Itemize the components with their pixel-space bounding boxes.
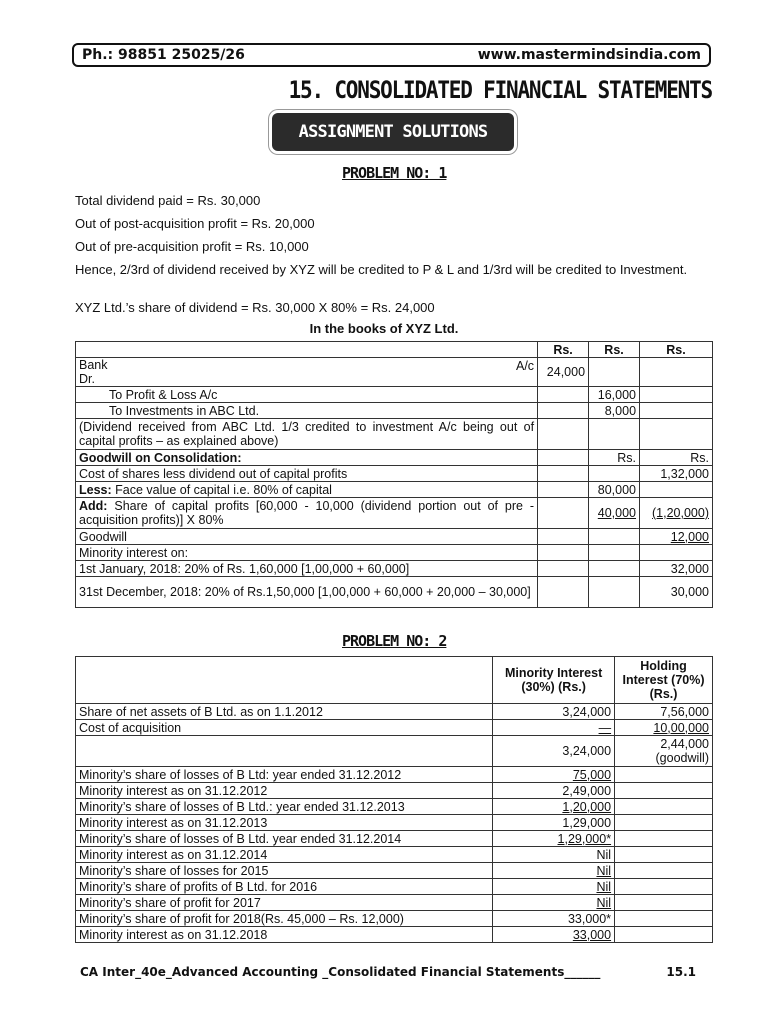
col-header: Rs.: [589, 342, 640, 358]
holding-value: [615, 847, 713, 863]
website-link[interactable]: www.mastermindsindia.com: [477, 47, 701, 63]
table-row: [76, 529, 713, 545]
row-label: Minority’s share of losses of B Ltd: year ended 31.12.2012: [76, 767, 493, 783]
jan-label: 1st January, 2018: 20% of Rs. 1,60,000 [1,00,000 + 60,000]: [76, 561, 538, 577]
problem-2-heading: PROBLEM NO: 2: [342, 632, 447, 650]
page-footer: [80, 965, 696, 979]
table-row: [76, 895, 713, 911]
col-header: Rs.: [538, 342, 589, 358]
minority-value: [493, 879, 615, 895]
add-text: Share of capital profits [60,000 - 10,000 (dividend portion out of pre - acquisition profits)] X 80%: [79, 499, 535, 527]
table-row: [76, 561, 713, 577]
holding-value: [615, 736, 713, 767]
row-label: Minority’s share of profit for 2018(Rs. 45,000 – Rs. 12,000): [76, 911, 493, 927]
row-label: Cost of acquisition: [76, 720, 493, 736]
holding-value: [615, 879, 713, 895]
table-row: [76, 545, 713, 561]
holding-value-text: 2,44,000: [660, 737, 709, 751]
minority-value: [493, 863, 615, 879]
add-amount: 40,000: [589, 498, 640, 529]
row-label: Minority interest as on 31.12.2014: [76, 847, 493, 863]
table-row: [76, 736, 713, 767]
holding-value: [615, 783, 713, 799]
table-row: [76, 911, 713, 927]
minority-value: [493, 847, 615, 863]
add-total: (1,20,000): [640, 498, 713, 529]
table-row: [76, 783, 713, 799]
row-label: Share of net assets of B Ltd. as on 1.1.2012: [76, 704, 493, 720]
minority-value-text: Nil: [596, 863, 612, 878]
table-row: [76, 498, 713, 529]
minority-value-text: 2,49,000: [562, 783, 612, 798]
minority-value: [493, 720, 615, 736]
table-row: [76, 927, 713, 943]
holding-value-text: 10,00,000: [653, 720, 709, 735]
holding-value: [615, 911, 713, 927]
p1-line-hence: Hence, 2/3rd of dividend received by XYZ will be credited to P & L and 1/3rd will be credited to Investment.: [75, 262, 688, 277]
less-text: Face value of capital i.e. 80% of capital: [111, 482, 332, 497]
less-row: [76, 482, 538, 498]
minority-value: [493, 927, 615, 943]
table-row: [76, 358, 713, 387]
minority-value-text: Nil: [596, 895, 612, 910]
minority-table-body: [76, 704, 713, 943]
row-label: Minority’s share of losses for 2015: [76, 863, 493, 879]
journal-table: [75, 341, 713, 608]
table-row: [76, 720, 713, 736]
table-row: [76, 879, 713, 895]
minority-value-text: 1,29,000*: [557, 831, 612, 846]
assignment-banner: ASSIGNMENT SOLUTIONS: [272, 113, 514, 151]
bank-ac: A/c: [515, 359, 535, 373]
p1-line-total-dividend: Total dividend paid = Rs. 30,000: [75, 193, 261, 208]
bank-entry: [76, 358, 538, 387]
minority-value: [493, 815, 615, 831]
holding-value: [615, 720, 713, 736]
col-minority: Minority Interest (30%) (Rs.): [493, 657, 615, 704]
bank-dr: Dr.: [79, 372, 95, 386]
table-row: [76, 403, 713, 419]
phone-number: Ph.: 98851 25025/26: [82, 47, 245, 63]
minority-value-text: 1,29,000: [562, 815, 612, 830]
p1-line-pre-acq: Out of pre-acquisition profit = Rs. 10,000: [75, 239, 309, 254]
to-pl-label: To Profit & Loss A/c: [76, 387, 538, 403]
holding-value: [615, 895, 713, 911]
add-row: [76, 498, 538, 529]
table-row: [76, 767, 713, 783]
minority-value-text: —: [598, 720, 612, 735]
minority-value-text: Nil: [596, 879, 612, 894]
table-header-row: [76, 342, 713, 358]
row-label: Minority interest as on 31.12.2012: [76, 783, 493, 799]
minority-value-text: 3,24,000: [562, 704, 612, 719]
row-label: Minority’s share of losses of B Ltd. year ended 31.12.2014: [76, 831, 493, 847]
to-inv-label: To Investments in ABC Ltd.: [76, 403, 538, 419]
dec-amount: 30,000: [640, 577, 713, 608]
table-row: [76, 387, 713, 403]
minority-value: [493, 783, 615, 799]
holding-value: [615, 831, 713, 847]
minority-value: [493, 895, 615, 911]
problem-1-heading: PROBLEM NO: 1: [342, 164, 447, 182]
row-label: Minority interest as on 31.12.2018: [76, 927, 493, 943]
bank-amount: 24,000: [538, 358, 589, 387]
add-bold: Add:: [79, 499, 108, 513]
minority-value: [493, 736, 615, 767]
holding-value: [615, 815, 713, 831]
table-header-row: [76, 657, 713, 704]
minority-value-text: 75,000: [572, 767, 612, 782]
table-row: [76, 815, 713, 831]
minority-value: [493, 831, 615, 847]
minority-value-text: 3,24,000: [562, 744, 612, 758]
less-bold: Less:: [79, 482, 112, 497]
table-row: [76, 831, 713, 847]
minority-value: [493, 704, 615, 720]
table-row: [76, 577, 713, 608]
holding-value-text: 7,56,000: [660, 704, 709, 719]
minority-value: [493, 767, 615, 783]
minority-value-text: 1,20,000: [562, 799, 612, 814]
p1-line-share: XYZ Ltd.’s share of dividend = Rs. 30,000 X 80% = Rs. 24,000: [75, 300, 435, 315]
table-row: [76, 704, 713, 720]
holding-note: (goodwill): [655, 751, 709, 765]
minority-value-text: 33,000: [572, 927, 612, 942]
goodwill-amount: 12,000: [640, 529, 713, 545]
table-row: [76, 419, 713, 450]
goodwill-heading: Goodwill on Consolidation:: [76, 450, 538, 466]
row-label: Minority interest as on 31.12.2013: [76, 815, 493, 831]
page-header: [72, 43, 711, 67]
less-amount: 80,000: [589, 482, 640, 498]
goodwill-rs: Rs.: [589, 450, 640, 466]
to-inv-amount: 8,000: [589, 403, 640, 419]
dec-label: 31st December, 2018: 20% of Rs.1,50,000 [1,00,000 + 60,000 + 20,000 – 30,000]: [76, 577, 538, 608]
cost-label: Cost of shares less dividend out of capital profits: [76, 466, 538, 482]
footer-text: CA Inter_40e_Advanced Accounting _Consolidated Financial Statements______: [80, 965, 601, 979]
row-label: Minority’s share of profit for 2017: [76, 895, 493, 911]
minority-label: Minority interest on:: [76, 545, 538, 561]
minority-value: [493, 799, 615, 815]
col-header: Rs.: [640, 342, 713, 358]
row-label: [76, 736, 493, 767]
minority-value: [493, 911, 615, 927]
minority-value-text: Nil: [596, 847, 612, 862]
goodwill-rs: Rs.: [640, 450, 713, 466]
row-label: Minority’s share of profits of B Ltd. for 2016: [76, 879, 493, 895]
bank-label: Bank: [79, 358, 108, 372]
narration: (Dividend received from ABC Ltd. 1/3 credited to investment A/c being out of capital profits – as explained above): [76, 419, 538, 450]
holding-value: [615, 767, 713, 783]
minority-table: [75, 656, 713, 943]
holding-value: [615, 799, 713, 815]
page-number: 15.1: [666, 965, 696, 979]
to-pl-amount: 16,000: [589, 387, 640, 403]
table-row: [76, 450, 713, 466]
table-row: [76, 482, 713, 498]
table-row: [76, 799, 713, 815]
table-row: [76, 466, 713, 482]
chapter-title: 15. CONSOLIDATED FINANCIAL STATEMENTS: [288, 76, 712, 104]
holding-value: [615, 704, 713, 720]
cost-amount: 1,32,000: [640, 466, 713, 482]
table-row: [76, 847, 713, 863]
holding-value: [615, 927, 713, 943]
p1-line-post-acq: Out of post-acquisition profit = Rs. 20,000: [75, 216, 315, 231]
row-label: Minority’s share of losses of B Ltd.: year ended 31.12.2013: [76, 799, 493, 815]
goodwill-label: Goodwill: [76, 529, 538, 545]
col-holding: Holding Interest (70%) (Rs.): [615, 657, 713, 704]
holding-value: [615, 863, 713, 879]
jan-amount: 32,000: [640, 561, 713, 577]
books-title: In the books of XYZ Ltd.: [309, 321, 459, 336]
minority-value-text: 33,000*: [567, 911, 612, 926]
table-row: [76, 863, 713, 879]
